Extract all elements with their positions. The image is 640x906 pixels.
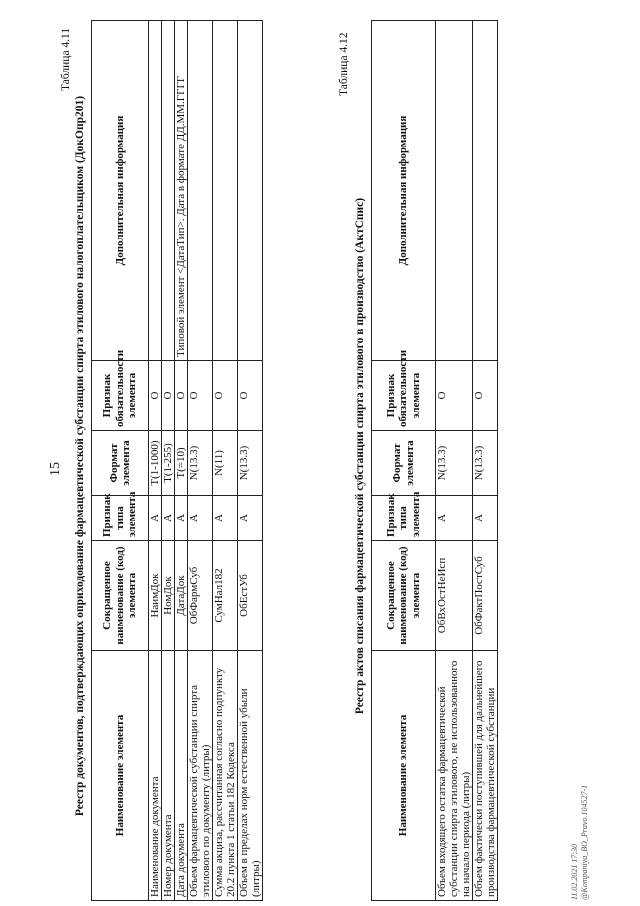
- table-cell: ОбЕстУб: [238, 541, 263, 651]
- table2-header-cell: Наименование элемента: [372, 651, 436, 901]
- table-cell: [149, 21, 162, 361]
- table-cell: О: [149, 361, 162, 431]
- table-row: [213, 21, 238, 901]
- table-cell: А: [162, 496, 175, 541]
- table-cell: [473, 21, 498, 361]
- table-cell: Объем в пределах норм естественной убыли (литры): [238, 651, 263, 901]
- page-number: 15: [48, 462, 63, 476]
- table-row: [473, 21, 498, 901]
- table-cell: ОбВхОстНеИсп: [436, 541, 473, 651]
- table-cell: О: [175, 361, 188, 431]
- table1-header-cell: Наименование элемента: [92, 651, 149, 901]
- table-cell: СумНал182: [213, 541, 238, 651]
- table-cell: N(13.3): [473, 431, 498, 496]
- table-cell: N(13.3): [188, 431, 213, 496]
- table2-label: Таблица 4.12: [338, 32, 350, 96]
- table1-header-cell: Признак типа элемента: [92, 496, 149, 541]
- table-cell: Сумма акциза, рассчитанная согласно подпункту 20.2 пункта 1 статьи 182 Кодекса: [213, 651, 238, 901]
- table-cell: Т(1-1000): [149, 431, 162, 496]
- table-cell: О: [238, 361, 263, 431]
- table1-header-cell: Признак обязательности элемента: [92, 361, 149, 431]
- table-cell: Номер документа: [162, 651, 175, 901]
- table-cell: О: [213, 361, 238, 431]
- table1-label: Таблица 4.11: [60, 27, 72, 91]
- table-row: [238, 21, 263, 901]
- table-row: [436, 21, 473, 901]
- table-cell: N(11): [213, 431, 238, 496]
- table-cell: N(13.3): [436, 431, 473, 496]
- table-cell: НаимДок: [149, 541, 162, 651]
- table-cell: [162, 21, 175, 361]
- table-cell: Наименование документа: [149, 651, 162, 901]
- table-cell: Объем фактически поступившей для дальнейшего производства фармацевтической субстанции: [473, 651, 498, 901]
- table1: [91, 20, 263, 901]
- table-row: [149, 21, 162, 901]
- table1-header-cell: Формат элемента: [92, 431, 149, 496]
- table-cell: Объем фармацевтической субстанции спирта этилового по документу (литры): [188, 651, 213, 901]
- table-cell: НомДок: [162, 541, 175, 651]
- table2-header-cell: Сокращенное наименование (код) элемента: [372, 541, 436, 651]
- table2-header-cell: Признак обязательности элемента: [372, 361, 436, 431]
- document-stamp: [570, 785, 590, 900]
- stamp-line: 11.02.2021 17:30: [570, 843, 579, 900]
- table2-title: Реестр актов списания фармацевтической субстанции спирта этилового в производство (АктСпис): [354, 197, 366, 715]
- table-cell: Объем входящего остатка фармацевтической субстанции спирта этилового, не использованного на начало периода (литры): [436, 651, 473, 901]
- table-cell: N(13.3): [238, 431, 263, 496]
- table1-header-cell: Дополнительная информация: [92, 21, 149, 361]
- table-cell: А: [238, 496, 263, 541]
- table-cell: О: [473, 361, 498, 431]
- table-cell: А: [473, 496, 498, 541]
- table1-header-cell: Сокращенное наименование (код) элемента: [92, 541, 149, 651]
- table-row: [162, 21, 175, 901]
- table-cell: Т(=10): [175, 431, 188, 496]
- table-cell: ДатаДок: [175, 541, 188, 651]
- table-cell: [238, 21, 263, 361]
- table2-header-cell: Дополнительная информация: [372, 21, 436, 361]
- table2-header-cell: Формат элемента: [372, 431, 436, 496]
- table-row: [175, 21, 188, 901]
- table-cell: Т(1-255): [162, 431, 175, 496]
- table-cell: О: [162, 361, 175, 431]
- table-cell: Типовой элемент <ДатаТип>. Дата в формате ДД.ММ.ГГГГ: [175, 21, 188, 361]
- table-cell: О: [436, 361, 473, 431]
- table-row: [188, 21, 213, 901]
- table-cell: А: [188, 496, 213, 541]
- table-cell: [213, 21, 238, 361]
- table-cell: А: [213, 496, 238, 541]
- table-cell: ОбФармСуб: [188, 541, 213, 651]
- table-cell: [188, 21, 213, 361]
- table1-title: Реестр документов, подтверждающих оприходование фармацевтической субстанции спирта этилового налогоплательщиком (ДокОпр201): [74, 95, 86, 817]
- table-cell: [436, 21, 473, 361]
- table-cell: О: [188, 361, 213, 431]
- table-cell: ОбФактПостСуб: [473, 541, 498, 651]
- stamp-line: @Kompaniya_BO_Pravo.104527-1: [580, 784, 589, 900]
- table2-header-cell: Признак типа элемента: [372, 496, 436, 541]
- table-cell: А: [175, 496, 188, 541]
- table-cell: А: [149, 496, 162, 541]
- table-cell: А: [436, 496, 473, 541]
- table-cell: Дата документа: [175, 651, 188, 901]
- table2: [371, 20, 498, 901]
